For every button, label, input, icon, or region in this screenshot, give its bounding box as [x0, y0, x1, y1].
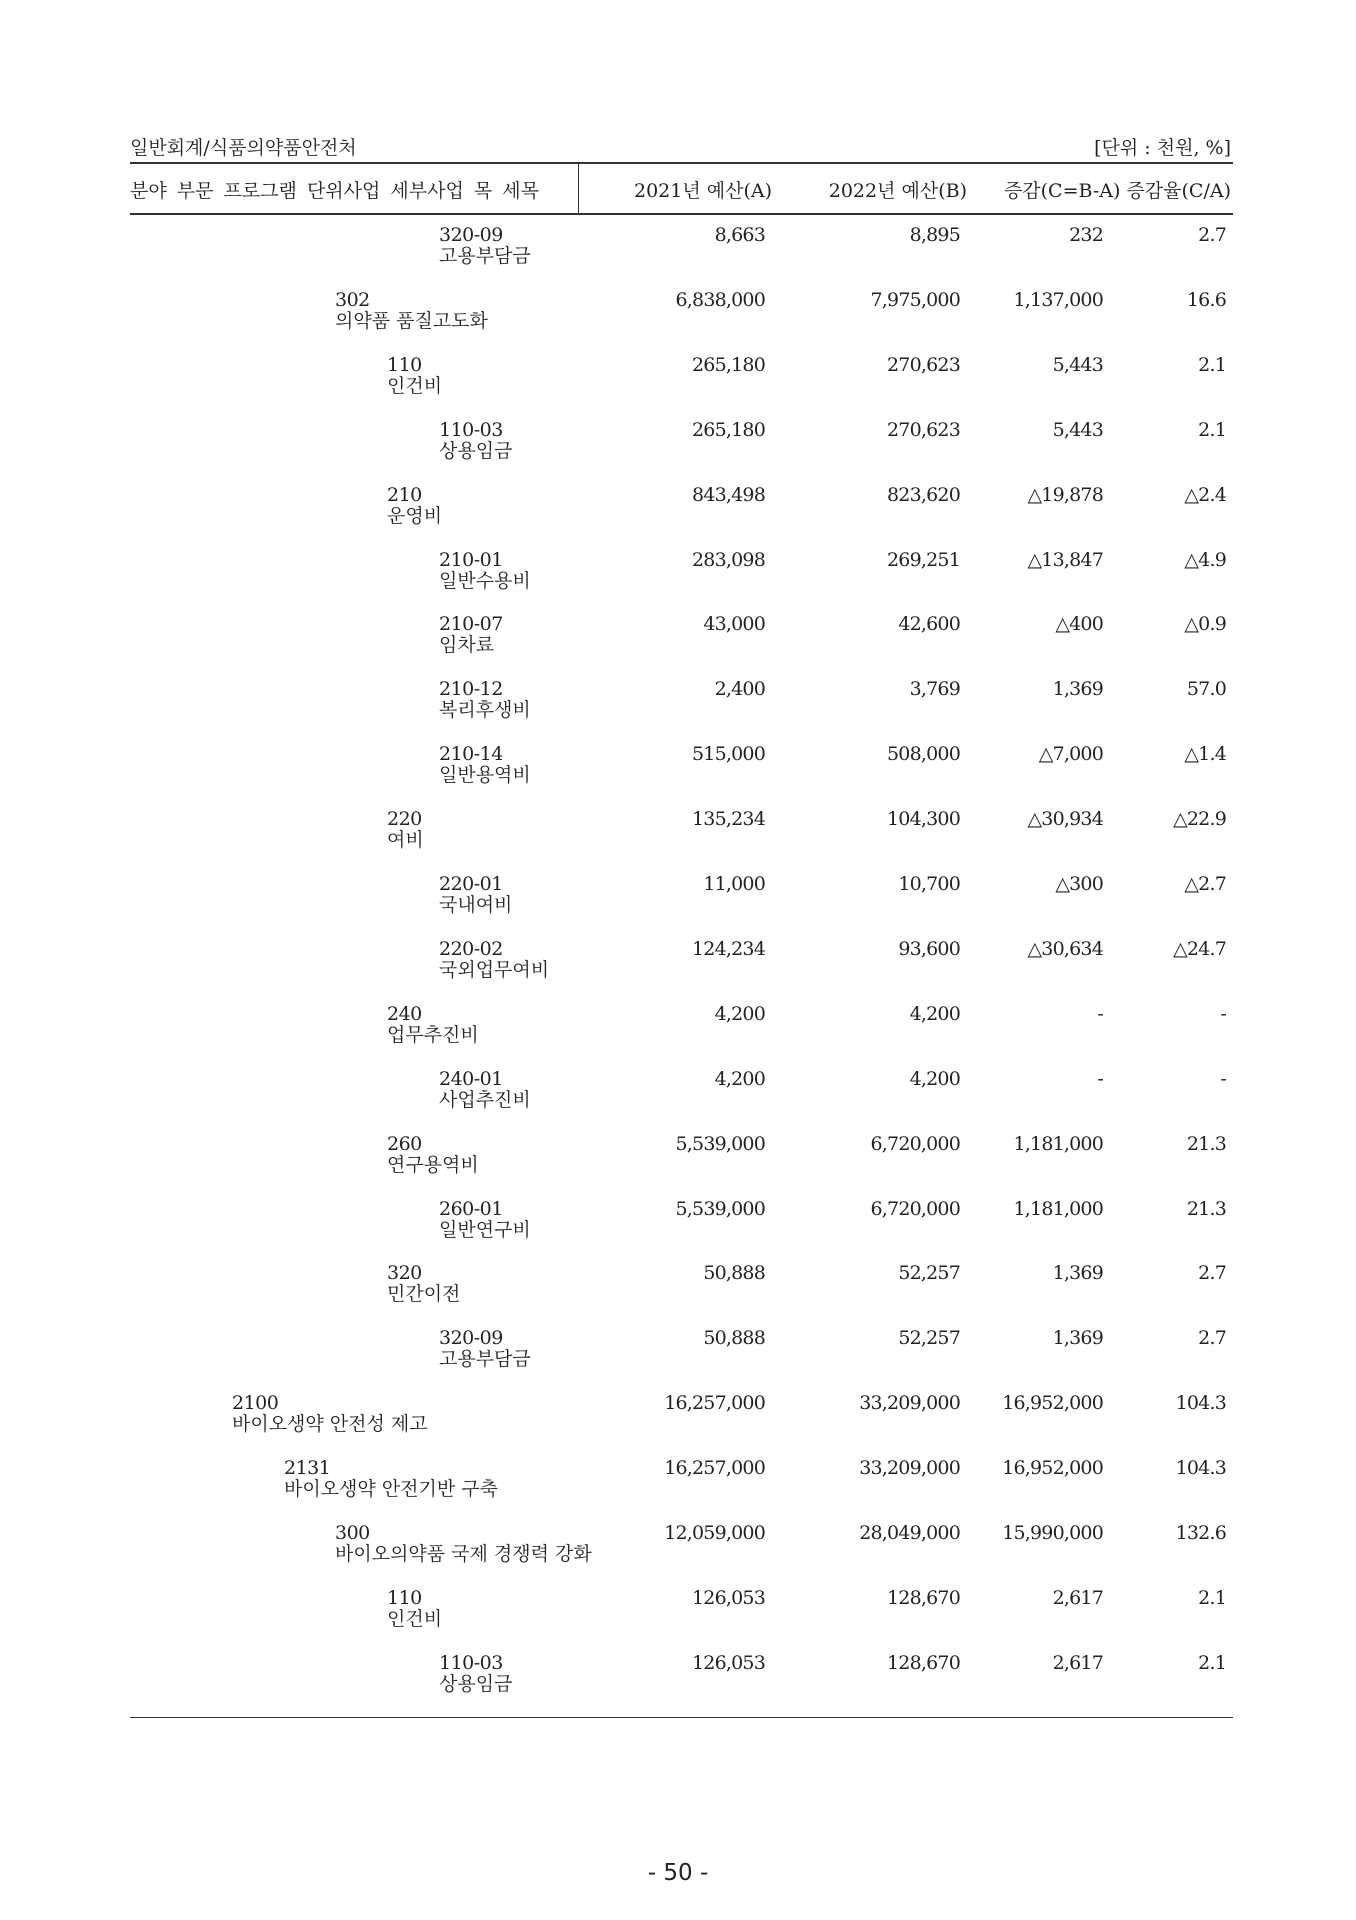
row-change-rate: 2.7 — [1198, 1327, 1226, 1350]
row-change: 5,443 — [1052, 353, 1103, 376]
row-name: 인건비 — [387, 1607, 443, 1630]
row-change-rate: 104.3 — [1175, 1392, 1226, 1415]
row-budget-2022: 93,600 — [898, 937, 960, 960]
row-code: 110-03 — [439, 418, 503, 441]
row-change: △7,000 — [1038, 743, 1103, 766]
row-change: 15,990,000 — [1002, 1522, 1103, 1544]
row-change: 16,952,000 — [1002, 1392, 1103, 1415]
row-budget-2021: 5,539,000 — [675, 1197, 765, 1220]
table-row — [0, 1133, 1356, 1198]
row-change-rate: 2.1 — [1198, 1651, 1226, 1674]
row-change: △13,847 — [1027, 548, 1103, 571]
header-change-group — [1004, 176, 1231, 203]
row-budget-2022: 33,209,000 — [859, 1392, 960, 1415]
row-budget-2022: 52,257 — [898, 1327, 960, 1350]
row-budget-2022: 104,300 — [887, 808, 960, 831]
row-budget-2022: 4,200 — [909, 1002, 960, 1025]
table-row — [0, 1198, 1356, 1263]
row-budget-2021: 43,000 — [703, 613, 765, 636]
row-code: 210-14 — [439, 743, 503, 766]
row-change: 5,443 — [1052, 418, 1103, 441]
row-name: 국내여비 — [439, 894, 513, 916]
row-change: △400 — [1055, 613, 1103, 636]
row-budget-2021: 124,234 — [692, 937, 765, 960]
row-change-rate: △1.4 — [1184, 743, 1226, 766]
row-change: △19,878 — [1027, 483, 1103, 506]
row-code: 240 — [387, 1002, 422, 1025]
column-divider — [578, 163, 579, 213]
row-change: 1,137,000 — [1013, 288, 1103, 311]
row-change: 1,369 — [1052, 1262, 1103, 1285]
row-budget-2022: 3,769 — [909, 678, 960, 701]
row-budget-2021: 135,234 — [692, 808, 765, 831]
row-change: - — [1097, 1067, 1103, 1090]
header-budget-2022: 2022년 예산(B) — [828, 180, 967, 202]
row-budget-2022: 10,700 — [898, 873, 960, 895]
row-code: 220-02 — [439, 937, 503, 960]
row-change-rate: △0.9 — [1184, 613, 1226, 636]
row-budget-2021: 265,180 — [692, 418, 765, 441]
row-budget-2021: 515,000 — [692, 743, 765, 766]
row-code: 210-12 — [439, 678, 503, 701]
row-change-rate: 2.7 — [1198, 224, 1226, 246]
table-row — [0, 873, 1356, 938]
row-budget-2021: 4,200 — [714, 1067, 765, 1090]
row-budget-2021: 16,257,000 — [664, 1457, 765, 1480]
row-change: △300 — [1055, 873, 1103, 895]
row-name: 상용임금 — [439, 439, 513, 462]
row-budget-2022: 8,895 — [909, 224, 960, 246]
row-budget-2022: 6,720,000 — [870, 1197, 960, 1220]
table-row — [0, 224, 1356, 289]
row-budget-2022: 28,049,000 — [859, 1522, 960, 1544]
row-name: 상용임금 — [439, 1672, 513, 1695]
row-change: 2,617 — [1052, 1651, 1103, 1674]
row-code: 2131 — [284, 1457, 331, 1480]
row-change-rate: - — [1220, 1002, 1226, 1025]
table-top-rule — [130, 162, 1233, 164]
row-name: 민간이전 — [387, 1283, 461, 1306]
row-change-rate: 21.3 — [1186, 1132, 1226, 1155]
row-budget-2022: 269,251 — [887, 548, 960, 571]
table-row — [0, 1003, 1356, 1068]
unit-header-right: [단위 : 천원, %] — [1094, 137, 1231, 159]
row-change-rate: △22.9 — [1173, 808, 1226, 831]
row-change: - — [1097, 1002, 1103, 1025]
row-budget-2022: 270,623 — [887, 418, 960, 441]
row-budget-2021: 50,888 — [703, 1262, 765, 1285]
row-code: 220 — [387, 808, 422, 831]
header-category: 분야 부문 프로그램 단위사업 세부사업 목 세목 — [130, 180, 539, 202]
row-change: 1,369 — [1052, 678, 1103, 701]
row-name: 바이오생약 안전기반 구축 — [284, 1478, 498, 1501]
row-code: 320-09 — [439, 224, 503, 246]
row-change: 1,181,000 — [1013, 1197, 1103, 1220]
row-budget-2021: 8,663 — [714, 224, 765, 246]
table-row — [0, 938, 1356, 1003]
row-budget-2022: 4,200 — [909, 1067, 960, 1090]
row-code: 210-07 — [439, 613, 503, 636]
row-change: 2,617 — [1052, 1586, 1103, 1609]
row-budget-2021: 5,539,000 — [675, 1132, 765, 1155]
row-code: 260 — [387, 1132, 422, 1155]
row-change-rate: 21.3 — [1186, 1197, 1226, 1220]
row-budget-2022: 33,209,000 — [859, 1457, 960, 1480]
row-budget-2022: 823,620 — [887, 483, 960, 506]
row-name: 일반수용비 — [439, 569, 531, 592]
table-row — [0, 1068, 1356, 1133]
row-budget-2022: 42,600 — [898, 613, 960, 636]
row-budget-2021: 4,200 — [714, 1002, 765, 1025]
row-change: 16,952,000 — [1002, 1457, 1103, 1480]
row-code: 302 — [335, 288, 370, 311]
row-budget-2022: 270,623 — [887, 353, 960, 376]
header-budget-2021: 2021년 예산(A) — [633, 180, 772, 202]
row-budget-2021: 2,400 — [714, 678, 765, 701]
row-code: 110 — [387, 1586, 422, 1609]
row-code: 220-01 — [439, 873, 503, 895]
row-name: 의약품 품질고도화 — [335, 309, 488, 332]
table-bottom-rule — [130, 1717, 1233, 1718]
row-name: 복리후생비 — [439, 699, 531, 722]
table-row — [0, 1327, 1356, 1392]
row-code: 110 — [387, 353, 422, 376]
row-budget-2021: 12,059,000 — [664, 1522, 765, 1544]
row-change-rate: 57.0 — [1186, 678, 1226, 701]
table-row — [0, 743, 1356, 808]
row-code: 2100 — [232, 1392, 279, 1415]
table-row — [0, 289, 1356, 354]
row-code: 210 — [387, 483, 422, 506]
row-budget-2021: 283,098 — [692, 548, 765, 571]
row-name: 고용부담금 — [439, 245, 531, 267]
page-number: - 50 - — [647, 1860, 709, 1886]
row-code: 110-03 — [439, 1651, 503, 1674]
row-budget-2021: 126,053 — [692, 1586, 765, 1609]
row-name: 고용부담금 — [439, 1348, 531, 1371]
row-budget-2021: 16,257,000 — [664, 1392, 765, 1415]
row-name: 여비 — [387, 829, 424, 852]
row-name: 바이오의약품 국제 경쟁력 강화 — [335, 1543, 592, 1565]
table-row — [0, 1457, 1356, 1522]
table-row — [0, 678, 1356, 743]
header-change: 증감(C=B-A) — [1003, 180, 1121, 202]
row-name: 국외업무여비 — [439, 958, 550, 981]
table-row — [0, 484, 1356, 549]
row-code: 240-01 — [439, 1067, 503, 1090]
table-row — [0, 808, 1356, 873]
row-change-rate: 132.6 — [1175, 1522, 1226, 1544]
table-header-rule — [130, 213, 1233, 215]
table-row — [0, 419, 1356, 484]
row-change-rate: △24.7 — [1173, 937, 1226, 960]
row-code: 320 — [387, 1262, 422, 1285]
row-name: 업무추진비 — [387, 1023, 479, 1046]
row-code: 320-09 — [439, 1327, 503, 1350]
header-change-rate: 증감율(C/A) — [1126, 180, 1231, 202]
table-row — [0, 549, 1356, 614]
row-budget-2022: 128,670 — [887, 1586, 960, 1609]
row-budget-2021: 265,180 — [692, 353, 765, 376]
row-change: 1,369 — [1052, 1327, 1103, 1350]
table-row — [0, 1522, 1356, 1587]
row-change-rate: 104.3 — [1175, 1457, 1226, 1480]
row-budget-2022: 52,257 — [898, 1262, 960, 1285]
table-row — [0, 1652, 1356, 1717]
row-name: 임차료 — [439, 634, 495, 657]
row-budget-2021: 126,053 — [692, 1651, 765, 1674]
row-name: 일반용역비 — [439, 764, 531, 787]
row-budget-2022: 6,720,000 — [870, 1132, 960, 1155]
row-code: 260-01 — [439, 1197, 503, 1220]
row-budget-2022: 508,000 — [887, 743, 960, 766]
row-change-rate: △2.7 — [1184, 873, 1226, 895]
row-change-rate: 2.1 — [1198, 418, 1226, 441]
row-code: 210-01 — [439, 548, 503, 571]
row-name: 운영비 — [387, 504, 443, 527]
row-name: 인건비 — [387, 374, 443, 397]
row-budget-2021: 843,498 — [692, 483, 765, 506]
table-row — [0, 613, 1356, 678]
row-change-rate: 16.6 — [1186, 288, 1226, 311]
row-name: 바이오생약 안전성 제고 — [232, 1413, 428, 1436]
row-change-rate: △2.4 — [1184, 483, 1226, 506]
row-change: △30,634 — [1027, 937, 1103, 960]
row-change-rate: △4.9 — [1184, 548, 1226, 571]
row-budget-2021: 6,838,000 — [675, 288, 765, 311]
row-change-rate: 2.1 — [1198, 1586, 1226, 1609]
row-budget-2021: 50,888 — [703, 1327, 765, 1350]
row-name: 연구용역비 — [387, 1153, 479, 1176]
row-name: 일반연구비 — [439, 1218, 531, 1241]
table-row — [0, 1392, 1356, 1457]
row-change-rate: 2.1 — [1198, 353, 1226, 376]
row-change: 1,181,000 — [1013, 1132, 1103, 1155]
table-row — [0, 1262, 1356, 1327]
row-budget-2022: 7,975,000 — [870, 288, 960, 311]
table-row — [0, 354, 1356, 419]
row-change: △30,934 — [1027, 808, 1103, 831]
unit-header-left: 일반회계/식품의약품안전처 — [130, 137, 357, 159]
row-change: 232 — [1069, 224, 1103, 246]
row-code: 300 — [335, 1522, 370, 1544]
table-row — [0, 1587, 1356, 1652]
row-budget-2021: 11,000 — [703, 873, 765, 895]
row-name: 사업추진비 — [439, 1088, 531, 1111]
row-budget-2022: 128,670 — [887, 1651, 960, 1674]
row-change-rate: 2.7 — [1198, 1262, 1226, 1285]
row-change-rate: - — [1220, 1067, 1226, 1090]
